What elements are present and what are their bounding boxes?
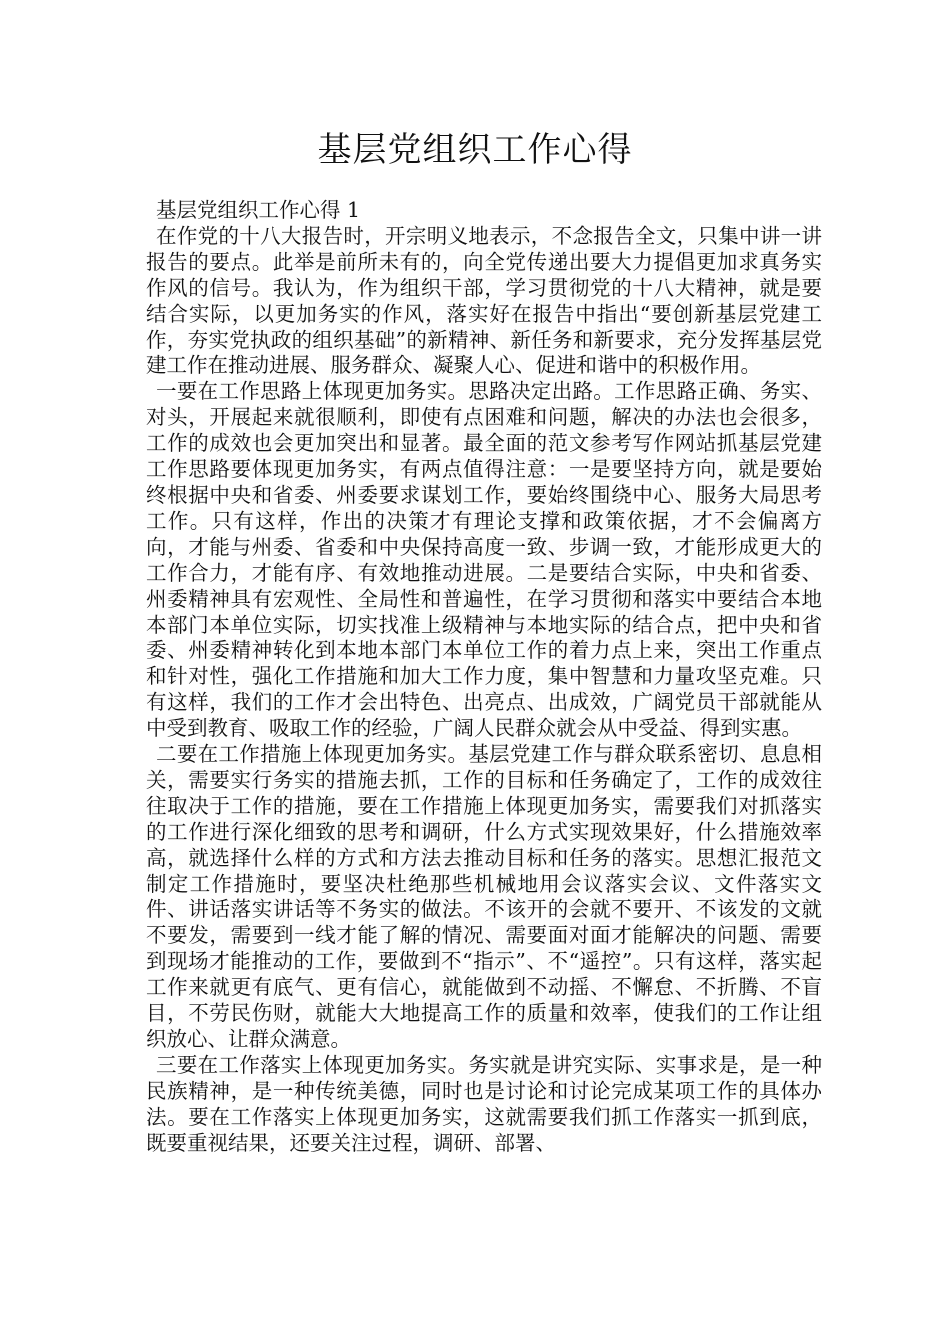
paragraph-point-two: 二要在工作措施上体现更加务实。基层党建工作与群众联系密切、息息相关，需要实行务实的措施去抓，工作的目标和任务确定了，工作的成效往往取决于工作的措施，要在工作措施上体现更加务实，需要我们对抓落实的工作进行深化细致的思考和调研，什么方式实现效果好，什么措施效率高，就选择什么样的方式和方法去推动目标和任务的落实。思想汇报范文制定工作措施时，要坚决杜绝那些机械地用会议落实会议、文件落实文件、讲话落实讲话等不务实的做法。不该开的会就不要开、不该发的文就不要发，需要到一线才能了解的情况、需要面对面才能解决的问题、需要到现场才能推动的工作，要做到不“指示”、不“遥控”。只有这样，落实起工作来就更有底气、更有信心，就能做到不动摇、不懈怠、不折腾、不盲目，不劳民伤财，就能大大地提高工作的质量和效率，使我们的工作让组织放心、让群众满意。 — [146, 742, 822, 1051]
paragraph-point-one: 一要在工作思路上体现更加务实。思路决定出路。工作思路正确、务实、对头，开展起来就很顺利，即使有点困难和问题，解决的办法也会很多，工作的成效也会更加突出和显著。最全面的范文参考写作网站抓基层党建工作思路要体现更加务实，有两点值得注意：一是要坚持方向，就是要始终根据中央和省委、州委要求谋划工作，要始终围绕中心、服务大局思考工作。只有这样，作出的决策才有理论支撑和政策依据，才不会偏离方向，才能与州委、省委和中央保持高度一致、步调一致，才能形成更大的工作合力，才能有序、有效地推动进展。二是要结合实际，中央和省委、州委精神具有宏观性、全局性和普遍性，在学习贯彻和落实中要结合本地本部门本单位实际，切实找准上级精神与本地实际的结合点，把中央和省委、州委精神转化到本地本部门本单位工作的着力点上来，突出工作重点和针对性，强化工作措施和加大工作力度，集中智慧和力量攻坚克难。只有这样，我们的工作才会出特色、出亮点、出成效，广阔党员干部就能从中受到教育、吸取工作的经验，广阔人民群众就会从中受益、得到实惠。 — [146, 379, 822, 741]
paragraph-point-three: 三要在工作落实上体现更加务实。务实就是讲究实际、实事求是，是一种民族精神，是一种传统美德，同时也是讨论和讨论完成某项工作的具体办法。要在工作落实上体现更加务实，这就需要我们抓工作落实一抓到底，既要重视结果，还要关注过程，调研、部署、 — [146, 1052, 822, 1155]
document-body — [146, 198, 822, 1157]
section-heading: 基层党组织工作心得 1 — [156, 198, 361, 222]
document-title: 基层党组织工作心得 — [317, 130, 633, 170]
paragraph-intro: 在作党的十八大报告时，开宗明义地表示，不念报告全文，只集中讲一讲报告的要点。此举是前所未有的，向全党传递出要大力提倡更加求真务实作风的信号。我认为，作为组织干部，学习贯彻党的十八大精神，就是要结合实际，以更加务实的作风，落实好在报告中指出“要创新基层党建工作，夯实党执政的组织基础”的新精神、新任务和新要求，充分发挥基层党建工作在推动进展、服务群众、凝聚人心、促进和谐中的积极作用。 — [146, 223, 822, 378]
